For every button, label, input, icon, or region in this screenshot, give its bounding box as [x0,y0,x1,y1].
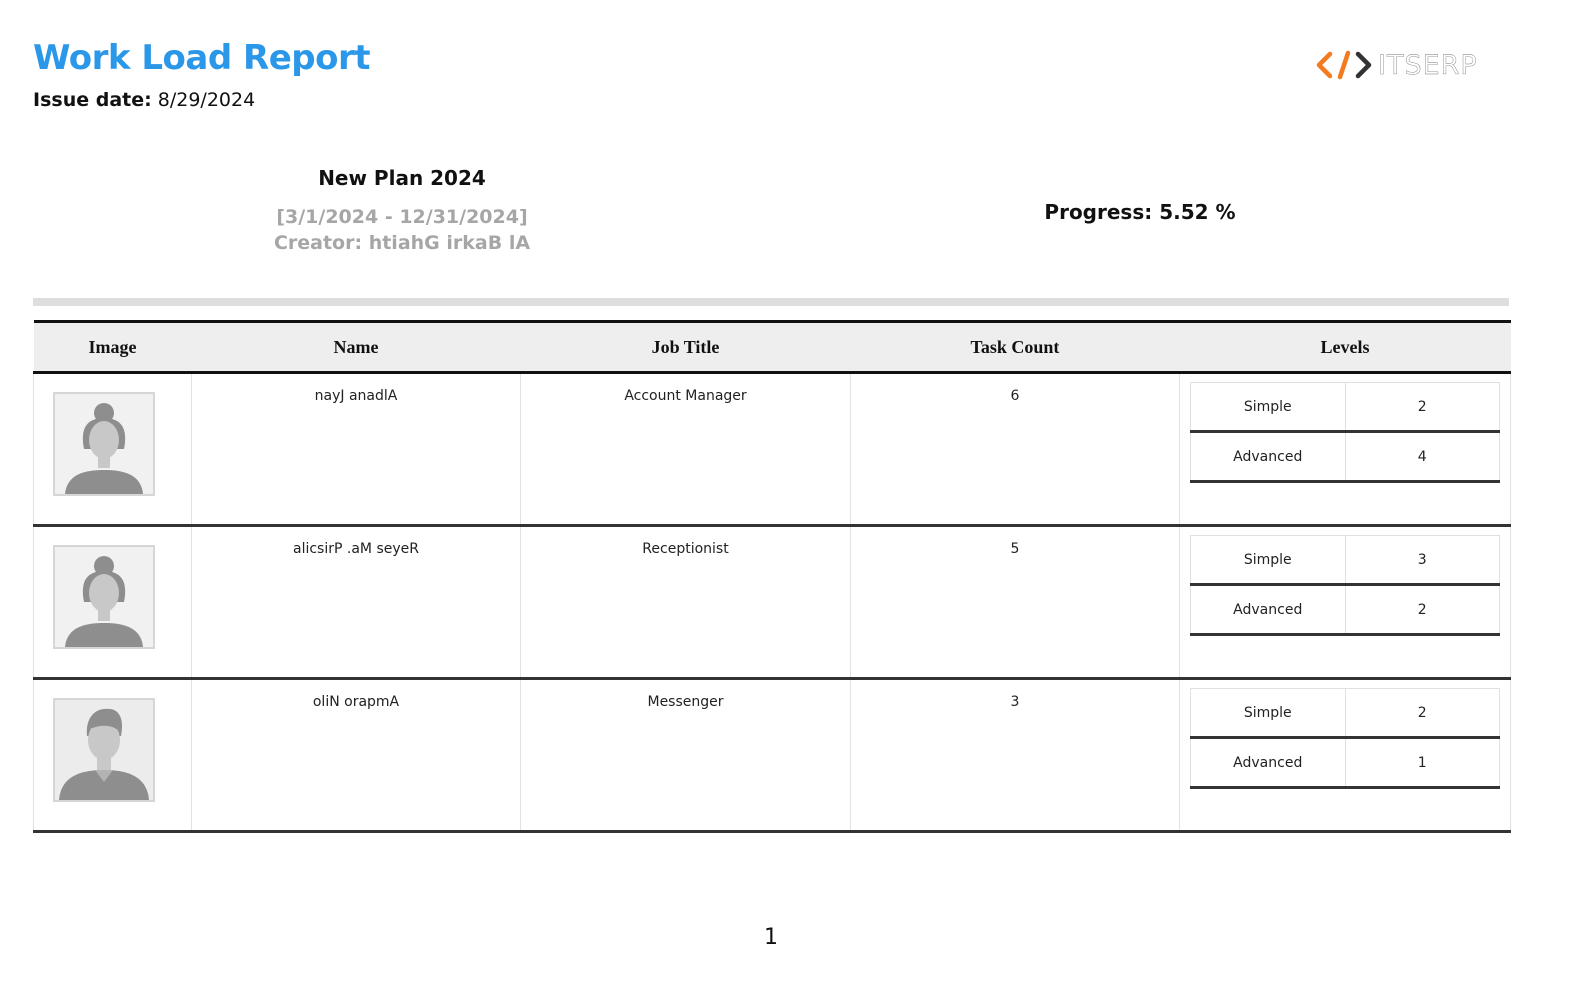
task-count-cell: 3 [851,679,1180,832]
male-avatar-icon [53,698,155,802]
issue-date-label: Issue date: [33,89,152,111]
creator-name: htiahG irkaB lA [368,232,531,254]
job-title-cell: Account Manager [521,373,851,526]
image-cell [34,373,192,526]
level-row [1191,689,1500,738]
plan-date-range: [3/1/2024 - 12/31/2024] [276,206,528,228]
level-count: 2 [1345,689,1500,738]
table-header-row [34,322,1511,373]
image-cell [34,679,192,832]
section-divider [33,298,1509,306]
female-avatar-icon [53,392,155,496]
task-count-cell: 5 [851,526,1180,679]
level-count: 3 [1345,536,1500,585]
level-count: 4 [1345,432,1500,482]
image-cell [34,526,192,679]
page-number: 1 [764,925,778,950]
plan-summary [260,166,544,254]
plan-creator [260,232,544,254]
issue-date-value: 8/29/2024 [157,89,256,111]
job-title-cell: Messenger [521,679,851,832]
levels-table [1190,535,1500,636]
progress-value: 5.52 % [1159,200,1236,224]
column-header-levels: Levels [1180,322,1511,373]
name-cell: nayJ anadlA [192,373,521,526]
level-row [1191,432,1500,482]
level-label: Advanced [1191,585,1346,635]
code-brackets-logo-icon [1316,50,1372,80]
name-cell: oliN orapmA [192,679,521,832]
report-title: Work Load Report [33,38,370,78]
column-header-name: Name [192,322,521,373]
levels-cell [1180,679,1511,832]
levels-table [1190,688,1500,789]
level-label: Simple [1191,383,1346,432]
female-avatar-icon [53,545,155,649]
level-label: Advanced [1191,738,1346,788]
level-row [1191,738,1500,788]
column-header-image: Image [34,322,192,373]
company-logo [1316,48,1478,82]
workload-table [33,320,1511,833]
creator-label: Creator: [273,232,363,254]
plan-progress [1000,200,1280,224]
levels-table [1190,382,1500,483]
issue-date-line [33,89,255,111]
level-count: 2 [1345,383,1500,432]
job-title-cell: Receptionist [521,526,851,679]
task-count-cell: 6 [851,373,1180,526]
level-count: 2 [1345,585,1500,635]
level-label: Advanced [1191,432,1346,482]
table-row [34,679,1511,832]
levels-cell [1180,373,1511,526]
logo-wordmark: ITSERP [1378,49,1478,81]
name-cell: alicsirP .aM seyeR [192,526,521,679]
level-label: Simple [1191,536,1346,585]
column-header-job-title: Job Title [521,322,851,373]
level-label: Simple [1191,689,1346,738]
progress-label: Progress: [1044,200,1153,224]
level-row [1191,536,1500,585]
levels-cell [1180,526,1511,679]
level-row [1191,585,1500,635]
column-header-task-count: Task Count [851,322,1180,373]
level-row [1191,383,1500,432]
table-row [34,373,1511,526]
level-count: 1 [1345,738,1500,788]
table-row [34,526,1511,679]
plan-name: New Plan 2024 [318,166,486,190]
